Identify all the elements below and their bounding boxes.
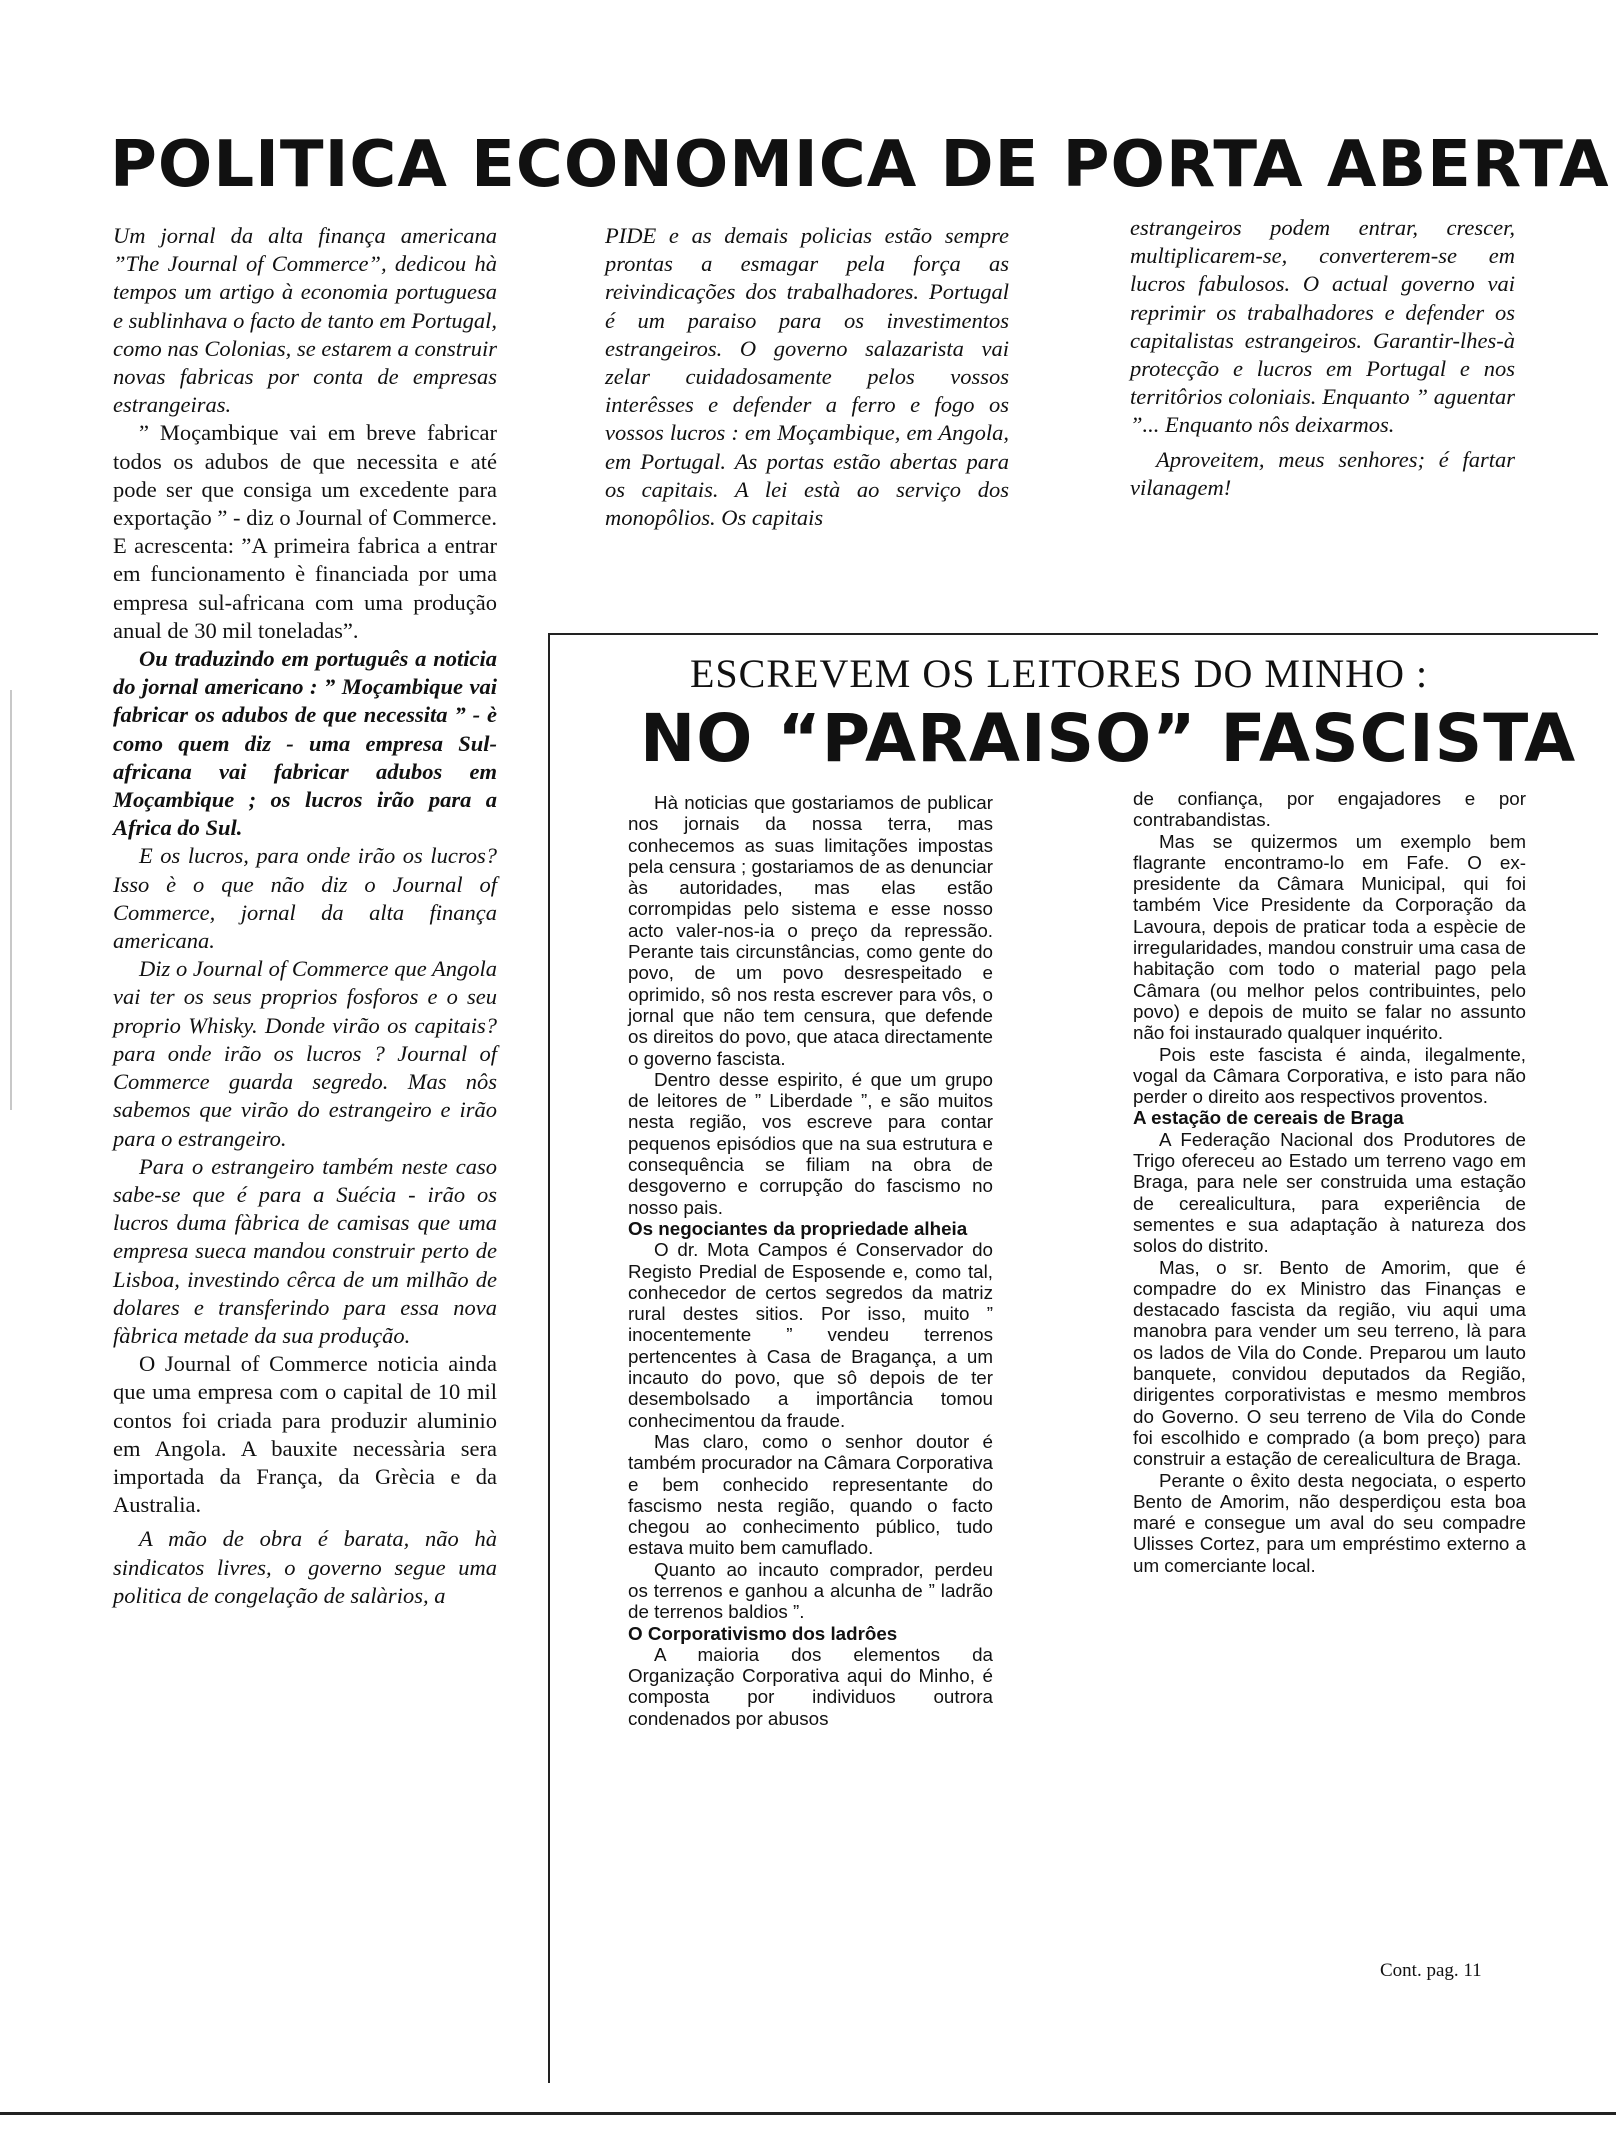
main-headline: POLITICA ECONOMICA DE PORTA ABERTA <box>110 128 1610 202</box>
article2-paragraph: Mas se quizermos um exemplo bem flagrante encontramo-lo em Fafe. O ex-presidente da Câmara Municipal, qui foi também Vice Presidente da Corporação da Lavoura, depois de praticar toda a espècie de irregularidades, mandou construir uma casa de habitação com todo o material pago pela Câmara (ou melhor pelos contribuintes, pelo povo) e depois de muito se falar no assunto não foi instaurado qualquer inquérito. <box>1133 830 1526 1044</box>
article2-paragraph: Mas, o sr. Bento de Amorim, que é compadre do ex Ministro das Finanças e destacado fascista da região, viu aqui uma manobra para vender um seu terreno, là para os lados de Vila do Conde. Preparou um lauto banquete, convidou deputados da Região, dirigentes corporativistas e mesmo membros do Governo. O seu terreno de Vila do Conde foi escolhido e comprado (a bom preço) para construir a estação de cerealicultura de Braga. <box>1133 1256 1526 1470</box>
article2-paragraph: de confiança, por engajadores e por contrabandistas. <box>1133 788 1526 831</box>
article1-column-2 <box>605 222 1009 532</box>
box-top-rule <box>548 633 1598 635</box>
article2-paragraph: O dr. Mota Campos é Conservador do Registo Predial de Esposende e, como tal, conhecedor de certos segredos da matriz rural destes sitios. Por isso, muito ” inocentemente ” vendeu terrenos pertencentes à Casa de Bragança, a um incauto do povo, que sô depois de ter desembolsado a importância tomou conhecimentou da fraude. <box>628 1239 993 1431</box>
article2-title: NO “PARAISO” FASCISTA <box>640 700 1577 777</box>
article1-col1-paragraph: E os lucros, para onde irão os lucros? Isso è o que não diz o Journal of Commerce, jornal da alta finança americana. <box>113 843 497 954</box>
continued-note: Cont. pag. 11 <box>1380 1960 1482 1981</box>
article2-kicker: ESCREVEM OS LEITORES DO MINHO : <box>690 651 1429 696</box>
article2-paragraph: Dentro desse espirito, é que um grupo de leitores de ” Liberdade ”, e são muitos nesta região, vos escreve para contar pequenos episódios que na sua estrutura e consequência se filiam na obra de desgoverno e corrupção do fascismo no nosso pais. <box>628 1068 993 1218</box>
article2-column-1 <box>628 792 993 1729</box>
article2-subheading: Os negociantes da propriedade alheia <box>628 1217 968 1239</box>
article1-col1-paragraph: Ou traduzindo em português a noticia do jornal americano : ” Moçambique vai fabricar os adubos de que necessita ” - è como quem diz - uma empresa Sul-africana vai fabricar adubos em Moçambique ; os lucros irão para a Africa do Sul. <box>113 646 497 841</box>
article1-col1-paragraph: Para o estrangeiro também neste caso sabe-se que é para a Suécia - irão os lucros duma fàbrica de camisas que uma empresa sueca mandou construir perto de Lisboa, investindo cêrca de um milhão de dolares e transferindo para essa nova fàbrica metade da sua produção. <box>113 1153 497 1348</box>
article2-paragraph: Quanto ao incauto comprador, perdeu os terrenos e ganhou a alcunha de ” ladrão de terrenos baldios ”. <box>628 1558 993 1623</box>
article1-col3-paragraph: Aproveitem, meus senhores; é fartar vilanagem! <box>1130 446 1515 500</box>
article2-paragraph: A maioria dos elementos da Organização Corporativa aqui do Minho, é composta por individuos outrora condenados por abusos <box>628 1643 993 1729</box>
scan-smudge <box>10 690 12 1110</box>
article1-col2-paragraph: PIDE e as demais policias estão sempre prontas a esmagar pela força as reivindicações dos trabalhadores. Portugal é um paraiso para os investimentos estrangeiros. O governo salazarista vai zelar cuidadosamente pelos vossos interêsses e defender a ferro e fogo os vossos lucros : em Moçambique, em Angola, em Portugal. As portas estão abertas para os capitais. A lei està ao serviço dos monopôlios. Os capitais <box>605 223 1009 531</box>
article1-col1-paragraph: Um jornal da alta finança americana ”The Journal of Commerce”, dedicou hà tempos um artigo à economia portuguesa e sublinhava o facto de tanto em Portugal, como nas Colonias, se estarem a construir novas fabricas por conta de empresas estrangeiras. <box>113 223 497 418</box>
article2-column-2 <box>1133 788 1526 1576</box>
article1-column-1 <box>113 222 497 1610</box>
article2-subheading: O Corporativismo dos ladrôes <box>628 1622 898 1644</box>
article2-paragraph: Mas claro, como o senhor doutor é também procurador na Câmara Corporativa e bem conhecido representante do fascismo nesta região, quando o facto chegou ao conhecimento público, tudo estava muito bem camuflado. <box>628 1430 993 1559</box>
article1-column-3 <box>1130 214 1515 502</box>
article2-subheading: A estação de cereais de Braga <box>1133 1107 1404 1129</box>
article2-paragraph: Hà noticias que gostariamos de publicar nos jornais da nossa terra, mas conhecemos as suas limitações impostas pela censura ; gostariamos de as denunciar às autoridades, mas elas estão corrompidas pelo sistema e esse nosso acto valer-nos-ia o preço da repressão. Perante tais circunstâncias, como gente do povo, de um povo desrespeitado e oprimido, sô nos resta escrever para vôs, o jornal que não tem censura, que defende os direitos do povo, que ataca directamente o governo fascista. <box>628 792 993 1069</box>
article1-col1-paragraph: A mão de obra é barata, não hà sindicatos livres, o governo segue uma politica de congelação de salàrios, a <box>113 1526 497 1608</box>
article2-paragraph: Pois este fascista é ainda, ilegalmente, vogal da Câmara Corporativa, e isto para não perder o direito aos respectivos proventos. <box>1133 1043 1526 1108</box>
article2-paragraph: Perante o êxito desta negociata, o esperto Bento de Amorim, não desperdiçou esta boa maré e consegue um aval do seu compadre Ulisses Cortez, para um empréstimo externo a um comerciante local. <box>1133 1469 1526 1576</box>
article1-col1-paragraph: O Journal of Commerce noticia ainda que uma empresa com o capital de 10 mil contos foi criada para produzir aluminio em Angola. A bauxite necessària sera importada da França, da Grècia e da Australia. <box>113 1351 497 1518</box>
article2-paragraph: A Federação Nacional dos Produtores de Trigo ofereceu ao Estado um terreno vago em Braga, para nele ser construida uma estação de cerealicultura, para experiência de sementes e sua adaptação à natureza dos solos do distrito. <box>1133 1128 1526 1257</box>
article1-col1-paragraph: Diz o Journal of Commerce que Angola vai ter os seus proprios fosforos e o seu proprio Whisky. Donde virão os capitais? para onde irão os lucros ? Journal of Commerce guarda segredo. Mas nôs sabemos que virão do estrangeiro e irão para o estrangeiro. <box>113 956 497 1151</box>
box-left-rule <box>548 633 550 2083</box>
article1-col3-paragraph: estrangeiros podem entrar, crescer, multiplicarem-se, converterem-se em lucros fabulosos. O actual governo vai reprimir os trabalhadores e defender os capitalistas estrangeiros. Garantir-lhes-à protecção e lucros em Portugal e nos territôrios coloniais. Enquanto ” aguentar ”... Enquanto nôs deixarmos. <box>1130 215 1515 438</box>
bottom-rule <box>0 2112 1616 2115</box>
article1-col1-paragraph: ” Moçambique vai em breve fabricar todos os adubos de que necessita e até pode ser que consiga um excedente para exportação ” - diz o Journal of Commerce. E acrescenta: ”A primeira fabrica a entrar em funcionamento è financiada por uma empresa sul-africana com uma produção anual de 30 mil toneladas”. <box>113 420 497 643</box>
